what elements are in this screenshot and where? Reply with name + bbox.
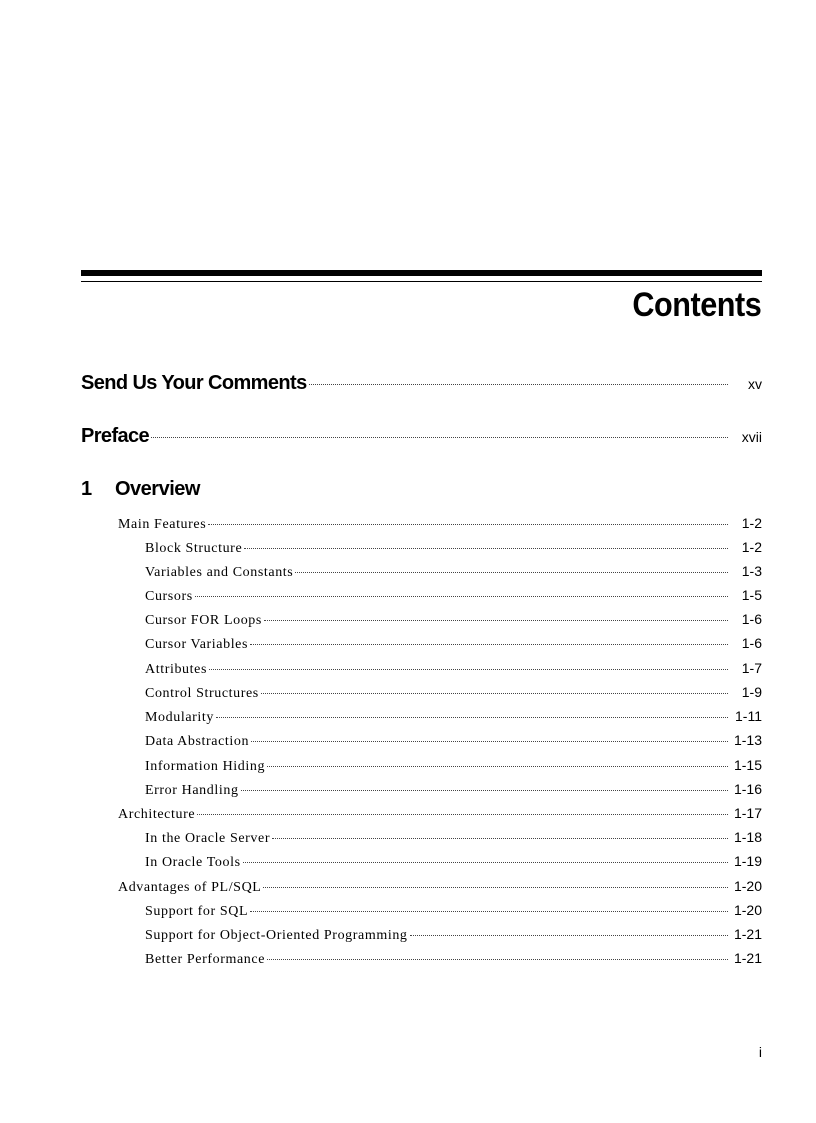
toc-entry-label: Send Us Your Comments (81, 372, 307, 394)
toc-entry-label: Cursor FOR Loops (145, 613, 262, 628)
chapter-number: 1 (81, 478, 92, 500)
page-title: Contents (632, 286, 761, 324)
toc-entry[interactable] (145, 757, 762, 775)
dot-leader (208, 523, 728, 525)
toc-entry-label: Support for SQL (145, 904, 249, 919)
toc-entry-label: Error Handling (145, 783, 239, 798)
toc-entry[interactable] (145, 950, 762, 968)
toc-entry-label: Better Performance (145, 952, 266, 967)
toc-entry-page: 1-19 (733, 853, 762, 869)
dot-leader (410, 934, 728, 936)
dot-leader (209, 668, 728, 670)
dot-leader (195, 595, 728, 597)
toc-entry-label: Control Structures (145, 686, 259, 701)
toc-entry-label: Architecture (118, 807, 196, 822)
toc-entry-label: Variables and Constants (145, 565, 294, 580)
toc-entry-label: Data Abstraction (145, 734, 250, 749)
toc-entry-label: Modularity (145, 710, 214, 725)
toc-entry-page: 1-16 (733, 781, 762, 797)
dot-leader (263, 886, 728, 888)
dot-leader (295, 571, 728, 573)
toc-entry[interactable] (145, 539, 762, 557)
dot-leader (264, 619, 728, 621)
toc-entry[interactable] (145, 684, 762, 702)
toc-entry[interactable] (145, 587, 762, 605)
dot-leader (243, 861, 728, 863)
toc-entry-page: 1-6 (741, 635, 762, 651)
toc-entry-label: Preface (81, 425, 150, 447)
toc-entry[interactable] (145, 660, 762, 678)
dot-leader (267, 958, 728, 960)
toc-entry-page: 1-17 (733, 805, 762, 821)
toc-entry-page: 1-20 (733, 878, 762, 894)
toc-entry-label: Cursors (145, 589, 193, 604)
toc-entry-label: Information Hiding (145, 759, 266, 774)
toc-entry-page: 1-13 (733, 732, 762, 748)
toc-entry[interactable] (145, 781, 762, 799)
toc-entry[interactable] (145, 732, 762, 750)
dot-leader (216, 716, 728, 718)
toc-entry-label: In the Oracle Server (145, 831, 271, 846)
dot-leader (309, 383, 728, 385)
toc-entry-label: Attributes (145, 662, 207, 677)
dot-leader (197, 813, 728, 815)
toc-entry[interactable] (118, 805, 762, 823)
toc-entry-label: Advantages of PL/SQL (118, 880, 262, 895)
toc-entry-send-comments[interactable] (81, 372, 762, 395)
toc-entry[interactable] (145, 635, 762, 653)
toc-entry-label: Cursor Variables (145, 637, 249, 652)
toc-entry-page: xvii (741, 429, 762, 445)
dot-leader (267, 765, 728, 767)
toc-entry-page: 1-7 (741, 660, 762, 676)
toc-entry-label: In Oracle Tools (145, 855, 241, 870)
toc-entry-page: 1-21 (733, 926, 762, 942)
toc-entry[interactable] (145, 708, 762, 726)
toc-entry[interactable] (145, 853, 762, 871)
toc-entry-page: 1-21 (733, 950, 762, 966)
dot-leader (241, 789, 728, 791)
dot-leader (250, 643, 728, 645)
dot-leader (244, 547, 728, 549)
toc-entry-page: 1-11 (735, 708, 762, 724)
toc-entry-page: 1-2 (741, 539, 762, 555)
toc-entry-page: 1-5 (741, 587, 762, 603)
toc-entry-page: 1-9 (741, 684, 762, 700)
toc-entry-label: Support for Object-Oriented Programming (145, 928, 408, 943)
toc-entry-label: Block Structure (145, 541, 243, 556)
toc-entry-page: 1-6 (741, 611, 762, 627)
chapter-heading[interactable] (81, 478, 200, 501)
toc-entry-page: xv (748, 376, 762, 392)
header-rule-thick (81, 270, 762, 276)
header-rule-thin (81, 281, 762, 282)
dot-leader (151, 436, 728, 438)
toc-entry-page: 1-20 (733, 902, 762, 918)
toc-entry-preface[interactable] (81, 425, 762, 448)
toc-entry-page: 1-3 (741, 563, 762, 579)
toc-entry-label: Main Features (118, 517, 207, 532)
toc-entry[interactable] (118, 878, 762, 896)
toc-entry[interactable] (145, 902, 762, 920)
toc-entry[interactable] (145, 611, 762, 629)
toc-entry[interactable] (145, 563, 762, 581)
dot-leader (261, 692, 728, 694)
toc-entry-page: 1-18 (733, 829, 762, 845)
chapter-title: Overview (115, 478, 200, 500)
toc-entry[interactable] (118, 515, 762, 533)
page-number: i (758, 1044, 762, 1060)
toc-entry-page: 1-2 (741, 515, 762, 531)
dot-leader (250, 910, 728, 912)
dot-leader (272, 837, 728, 839)
dot-leader (251, 740, 728, 742)
toc-entry-page: 1-15 (733, 757, 762, 773)
toc-entry[interactable] (145, 829, 762, 847)
toc-entry[interactable] (145, 926, 762, 944)
